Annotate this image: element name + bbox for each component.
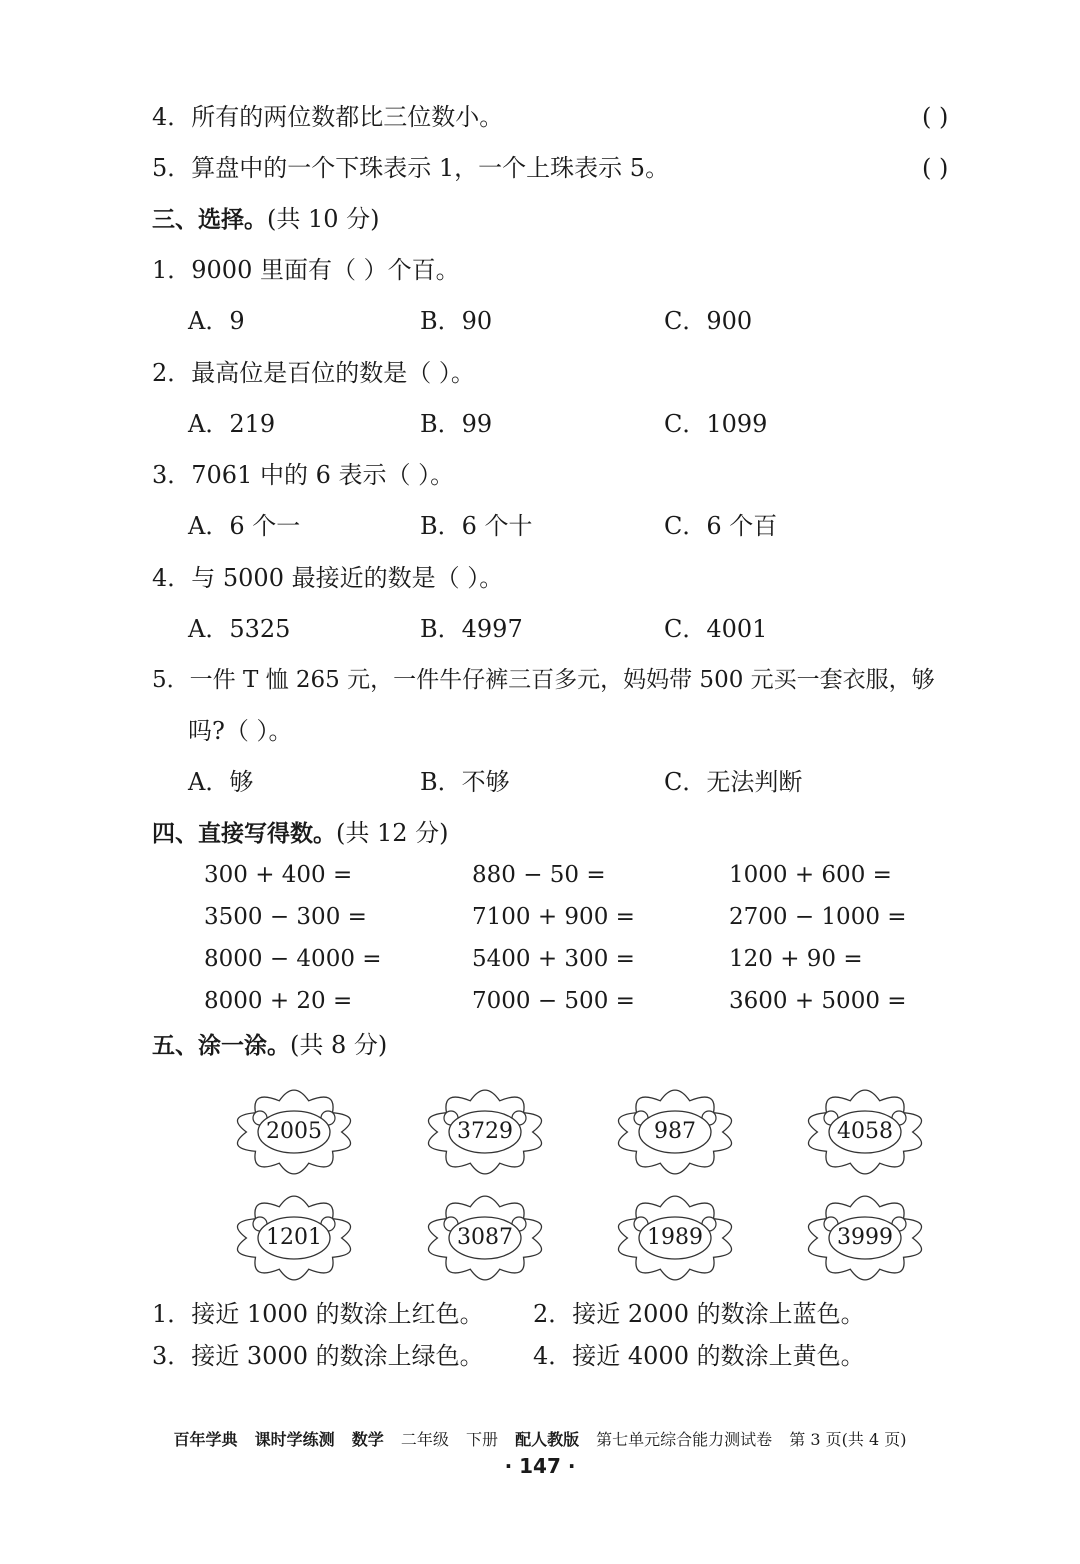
calc-item: 7100 + 900 = (472, 904, 635, 930)
flower-number: 3087 (457, 1225, 513, 1250)
option-b: B．不够 (420, 768, 510, 796)
section-score: (共 10 分) (267, 205, 380, 233)
footer-edition: 配人教版 (515, 1430, 580, 1449)
footer-volume: 下册 (465, 1430, 498, 1449)
section-heading (152, 204, 380, 235)
choice-question: 4．与 5000 最接近的数是（ ）。 (152, 564, 504, 592)
option-b: B．90 (420, 307, 493, 335)
choice-question: 1．9000 里面有（ ）个百。 (152, 256, 460, 284)
section-score: (共 8 分) (290, 1031, 388, 1059)
flower-number: 1201 (266, 1225, 322, 1250)
calc-item: 300 + 400 = (204, 862, 353, 888)
flower-number: 3729 (457, 1119, 513, 1144)
flower-number: 987 (654, 1119, 696, 1144)
flower[interactable] (417, 1182, 553, 1282)
flower-number: 3999 (837, 1225, 893, 1250)
answer-paren: ( ) (922, 103, 949, 131)
calc-item: 8000 + 20 = (204, 988, 353, 1014)
footer-page-info: 第 3 页(共 4 页) (789, 1430, 907, 1449)
option-a: A．219 (188, 410, 276, 438)
choice-question: 2．最高位是百位的数是（ ）。 (152, 359, 475, 387)
choice-question: 5．一件 T 恤 265 元，一件牛仔裤三百多元，妈妈带 500 元买一套衣服，够 (152, 667, 935, 693)
flower[interactable] (797, 1182, 933, 1282)
section-title: 三、选择。 (152, 207, 267, 233)
option-a: A．6 个一 (188, 512, 301, 540)
option-a: A．够 (188, 768, 254, 796)
option-b: B．4997 (420, 615, 523, 643)
calc-item: 8000 − 4000 = (204, 946, 382, 972)
option-b: B．99 (420, 410, 493, 438)
flower[interactable] (226, 1182, 362, 1282)
option-b: B．6 个十 (420, 512, 533, 540)
color-rule: 3．接近 3000 的数涂上绿色。 (152, 1342, 484, 1370)
color-rule: 1．接近 1000 的数涂上红色。 (152, 1300, 484, 1328)
calc-item: 3500 − 300 = (204, 904, 367, 930)
flower[interactable] (417, 1076, 553, 1176)
footer-title: 第七单元综合能力测试卷 (596, 1430, 773, 1449)
color-rule: 4．接近 4000 的数涂上黄色。 (533, 1342, 865, 1370)
choice-question: 3．7061 中的 6 表示（ ）。 (152, 461, 455, 489)
flower-number: 4058 (837, 1119, 893, 1144)
calc-item: 5400 + 300 = (472, 946, 635, 972)
page-number: · 147 · (504, 1454, 576, 1478)
answer-paren: ( ) (922, 154, 949, 182)
option-a: A．9 (188, 307, 245, 335)
judge-q5: 5．算盘中的一个下珠表示 1，一个上珠表示 5。 (152, 154, 670, 182)
choice-question-cont: 吗?（ ）。 (188, 717, 293, 745)
section-heading (152, 1030, 387, 1061)
flower-number: 2005 (266, 1119, 322, 1144)
section-title: 五、涂一涂。 (152, 1033, 290, 1059)
calc-item: 880 − 50 = (472, 862, 606, 888)
section-heading (152, 818, 449, 849)
flower[interactable] (607, 1076, 743, 1176)
color-rule: 2．接近 2000 的数涂上蓝色。 (533, 1300, 865, 1328)
flower-number: 1989 (647, 1225, 703, 1250)
section-title: 四、直接写得数。 (152, 821, 336, 847)
footer-series: 课时学练测 (254, 1430, 335, 1449)
judge-q4: 4．所有的两位数都比三位数小。 (152, 103, 504, 131)
section-score: (共 12 分) (336, 819, 449, 847)
calc-item: 1000 + 600 = (729, 862, 892, 888)
calc-item: 2700 − 1000 = (729, 904, 907, 930)
footer-brand: 百年学典 (173, 1430, 238, 1449)
flower[interactable] (797, 1076, 933, 1176)
page-footer (0, 1428, 1080, 1452)
option-a: A．5325 (188, 615, 291, 643)
flower[interactable] (226, 1076, 362, 1176)
footer-grade: 二年级 (400, 1430, 449, 1449)
option-c: C．4001 (664, 615, 768, 643)
option-c: C．6 个百 (664, 512, 778, 540)
calc-item: 120 + 90 = (729, 946, 863, 972)
calc-item: 7000 − 500 = (472, 988, 635, 1014)
footer-subject: 数学 (351, 1430, 384, 1449)
option-c: C．1099 (664, 410, 768, 438)
option-c: C．900 (664, 307, 753, 335)
calc-item: 3600 + 5000 = (729, 988, 907, 1014)
option-c: C．无法判断 (664, 768, 803, 796)
flower[interactable] (607, 1182, 743, 1282)
